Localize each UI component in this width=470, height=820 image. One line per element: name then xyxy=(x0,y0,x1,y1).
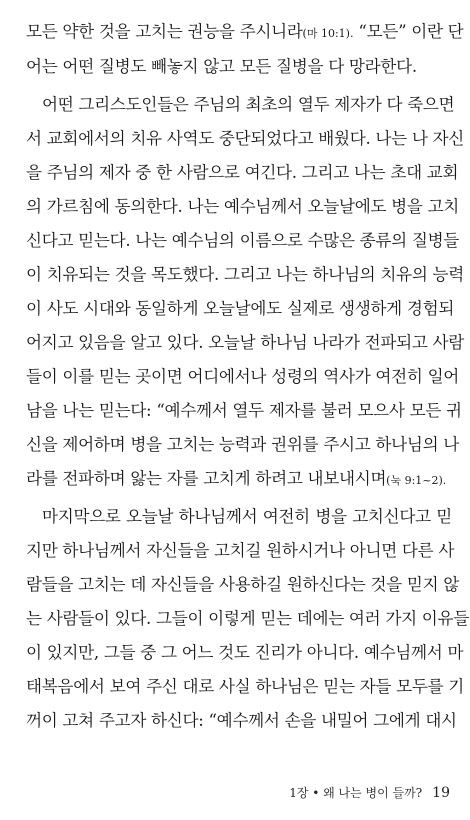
paragraph-3-line-1: 마지막으로 오늘날 하나님께서 여전히 병을 고치신다고 믿 xyxy=(42,507,452,526)
paragraph-3-line-5: 이 있지만, 그들 중 그 어느 것도 진리가 아니다. 예수님께서 마 xyxy=(26,643,464,662)
paragraph-2-line-10: 남을 나는 믿는다: “예수께서 열두 제자를 불러 모으사 모든 귀 xyxy=(26,401,462,420)
paragraph-3-line-3: 람들을 고치는 데 자신들을 사용하길 원하신다는 것을 믿지 않 xyxy=(26,575,460,594)
paragraph-2-line-6: 이 치유되는 것을 목도했다. 그리고 나는 하나님의 치유의 능력 xyxy=(26,265,465,284)
paragraph-3-line-7: 꺼이 고쳐 주고자 하신다: “예수께서 손을 내밀어 그에게 대시 xyxy=(26,711,457,730)
body-text: 라를 전파하며 앓는 자를 고치게 하려고 내보내시며 xyxy=(26,469,387,488)
scripture-reference: (마 10:1). xyxy=(302,27,354,40)
paragraph-2-line-9: 들이 이를 믿는 곳이면 어디에서나 성령의 역사가 여전히 일어 xyxy=(26,367,460,386)
paragraph-2-line-8: 어지고 있음을 알고 있다. 오늘날 하나님 나라가 전파되고 사람 xyxy=(26,333,465,352)
chapter-title: 1장 • 왜 나는 병이 들까? xyxy=(289,786,423,800)
paragraph-2-line-11: 신을 제어하며 병을 고치는 능력과 권위를 주시고 하나님의 나 xyxy=(26,435,460,454)
scripture-reference: (눅 9:1~2). xyxy=(386,474,447,487)
paragraph-1-line-1 xyxy=(26,21,464,45)
paragraph-2-line-7: 이 사도 시대와 동일하게 오늘날에도 실제로 생생하게 경험되 xyxy=(26,299,455,318)
body-text: “모든” 이란 단 xyxy=(353,22,464,41)
paragraph-2-line-4: 의 가르침에 동의한다. 나는 예수님께서 오늘날에도 병을 고치 xyxy=(26,197,460,216)
page-number: 19 xyxy=(432,785,450,801)
paragraph-2-line-5: 신다고 믿는다. 나는 예수님의 이름으로 수많은 종류의 질병들 xyxy=(26,231,460,250)
paragraph-3-line-6: 태복음에서 보여 주신 대로 사실 하나님은 믿는 자들 모두를 기 xyxy=(26,677,465,696)
paragraph-1-line-2: 어는 어떤 질병도 빼놓지 않고 모든 질병을 다 망라한다. xyxy=(26,57,417,76)
paragraph-3-line-2: 지만 하나님께서 자신들을 고치길 원하시거나 아니면 다른 사 xyxy=(26,541,455,560)
running-footer xyxy=(289,785,450,801)
paragraph-2-line-2: 서 교회에서의 치유 사역도 중단되었다고 배웠다. 나는 나 자신 xyxy=(26,129,465,148)
paragraph-2-line-1: 어떤 그리스도인들은 주님의 최초의 열두 제자가 다 죽으면 xyxy=(42,95,455,114)
paragraph-3-line-4: 는 사람들이 있다. 그들이 이렇게 믿는 데에는 여러 가지 이유들 xyxy=(26,609,469,628)
body-text: 모든 약한 것을 고치는 권능을 주시니라 xyxy=(26,22,303,41)
paragraph-2-line-12 xyxy=(26,468,452,492)
paragraph-2-line-3: 을 주님의 제자 중 한 사람으로 여긴다. 그리고 나는 초대 교회 xyxy=(26,163,459,182)
